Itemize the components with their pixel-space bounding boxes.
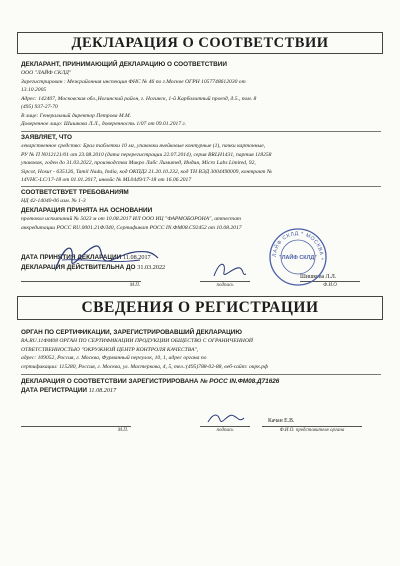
declares-line: 14VHC-LC/17-18 от 01.01.2017, инвойс № ML0449/17-18 от 16.06.2017 — [21, 177, 192, 183]
stamp-caption: М.П. — [129, 283, 141, 288]
declarant-heading: ДЕКЛАРАНТ, ПРИНИМАЮЩИЙ ДЕКЛАРАЦИЮ О СООТВЕТСТВИИ — [21, 61, 227, 68]
stamp-ring-text: ЛАЙФ СКЛД * МОСКВА * — [271, 230, 325, 261]
declares-line: Sipcot, Hosur - 635126, Tamil Nadu, India, код ОКПД2 21.20.10.232, код ТН ВЭД 3004490009, контракт № — [21, 168, 273, 175]
organ-text — [21, 337, 381, 371]
requirements-heading: СООТВЕТСТВУЕТ ТРЕБОВАНИЯМ — [21, 189, 129, 196]
declarant-line: Доверенное лицо: Шишкова Л.Л., доверенность 1/07 от 09.01.2017 г. — [21, 121, 187, 127]
registered-row — [21, 378, 279, 385]
organ-line: адрес: 109052, Россия, г. Москва, Фурманный переулок, 10, 1, адрес органа по — [21, 355, 207, 361]
declarant-line: ООО "ЛАЙФ СКЛД" — [21, 70, 72, 76]
signature-caption: подпись — [216, 283, 234, 288]
declares-text — [21, 142, 381, 185]
basis-heading: ДЕКЛАРАЦИЯ ПРИНЯТА НА ОСНОВАНИИ — [21, 207, 153, 214]
declarant-line: В лице: Генеральный директор Петрова М.М. — [21, 112, 132, 119]
requirements-text — [21, 197, 381, 206]
handwritten-signature — [52, 238, 162, 278]
name-caption: Ф.И.О. представителя органа — [279, 428, 345, 433]
declarant-line: Адрес: 142407, Московская обл.,Ногинский район, г. Ногинск, 1-й Карболитный проезд, д.5., пом. 8 — [21, 95, 257, 102]
signature-caption: подпись — [216, 428, 234, 433]
requirements-line: НД 42-14040-06 изм. № 1-3 — [21, 198, 86, 204]
reg-date-label: ДАТА РЕГИСТРАЦИИ — [21, 387, 88, 394]
accepted-date-value: 11.08.2017 — [123, 254, 151, 261]
name-caption: Ф.И.О — [323, 283, 337, 288]
registered-number: № РОСС IN.ФМ08.Д71626 — [200, 378, 280, 385]
basis-line: аккредитации РОСС RU.0001.21ФЛ40, Сертификат РОСС IN.ФМ08.С92452 от 10.08.2017 — [21, 224, 242, 231]
signer-name: Шишкова Л.Л. — [300, 274, 337, 280]
divider — [21, 131, 381, 132]
basis-line: протокол испытаний № 5023 м от 10.08.2017 ИЛ ООО ИЦ "ФАРМОБОРОНА", аттестат — [21, 216, 241, 222]
reg-date-value: 11.08.2017 — [88, 387, 117, 394]
declaration-title-box — [17, 32, 383, 54]
declares-heading: ЗАЯВЛЯЕТ, ЧТО — [21, 134, 73, 141]
declaration-title: ДЕКЛАРАЦИЯ О СООТВЕТСТВИИ — [71, 35, 329, 51]
name-line — [262, 426, 362, 427]
declares-line: лекарственное средство: Брал таблетки 10 мг, упаковки ячейковые контурные (1), пачки картонные, — [21, 143, 266, 149]
valid-until-value: 31.03.2022 — [137, 264, 166, 271]
registration-title: СВЕДЕНИЯ О РЕГИСТРАЦИИ — [81, 299, 319, 316]
reg-date-row — [21, 387, 116, 394]
valid-until-label: ДЕКЛАРАЦИЯ ДЕЙСТВИТЕЛЬНА ДО — [21, 264, 136, 271]
declares-line: РУ № П N012121/01 от 23.08.2010 (дата перерегистрации 22.07.2014), серия BRLH1431, партия 118258 — [21, 151, 272, 158]
divider — [21, 186, 381, 187]
declarant-line: 13.10.2005 — [21, 87, 47, 93]
company-stamp — [268, 227, 328, 287]
handwritten-signature — [206, 408, 246, 428]
organ-heading: ОРГАН ПО СЕРТИФИКАЦИИ, ЗАРЕГИСТРИРОВАВШИЙ ДЕКЛАРАЦИЮ — [21, 329, 242, 336]
stamp-center-text: "ЛАЙФ СКЛД" — [279, 255, 317, 261]
declarant-text — [21, 69, 381, 129]
declarant-line: (495) 937-27-70 — [21, 104, 58, 110]
registrar-name: Качан Е.В. — [268, 418, 295, 424]
declares-line: упаковок, годен до 31.03.2022, производства Микро Лабс Лимитед, Индия, Micro Labs Limited, 92, — [21, 160, 256, 166]
divider — [21, 374, 381, 375]
organ-line: RA.RU.11ФМ08 ОРГАН ПО СЕРТИФИКАЦИИ ПРОДУКЦИИ ОБЩЕСТВО С ОГРАНИЧЕННОЙ — [21, 338, 253, 344]
registration-title-box — [17, 296, 383, 320]
organ-line: ОТВЕТСТВЕННОСТЬЮ "ОКРУЖНОЙ ЦЕНТР КОНТРОЛЯ КАЧЕСТВА", — [21, 346, 199, 353]
accepted-date-label: ДАТА ПРИНЯТИЯ ДЕКЛАРАЦИИ — [21, 254, 122, 261]
declarant-line: Зарегистрирован : Межрайонная инспекция ФНС № 46 по г.Москве ОГРН 1057748612030 от — [21, 78, 246, 85]
stamp-caption: М.П. — [117, 428, 129, 433]
stamp-line — [21, 281, 141, 282]
registered-label: ДЕКЛАРАЦИЯ О СООТВЕТСТВИИ ЗАРЕГИСТРИРОВАНА — [21, 378, 199, 385]
stamp-line — [21, 426, 131, 427]
organ-line: сертификации: 115280, Россия, г. Москва, ул. Мастеркова, 4, 5, тел.:(495)788-02-88, веб-сайт: окрк.рф — [21, 363, 269, 370]
handwritten-signature — [212, 258, 248, 282]
